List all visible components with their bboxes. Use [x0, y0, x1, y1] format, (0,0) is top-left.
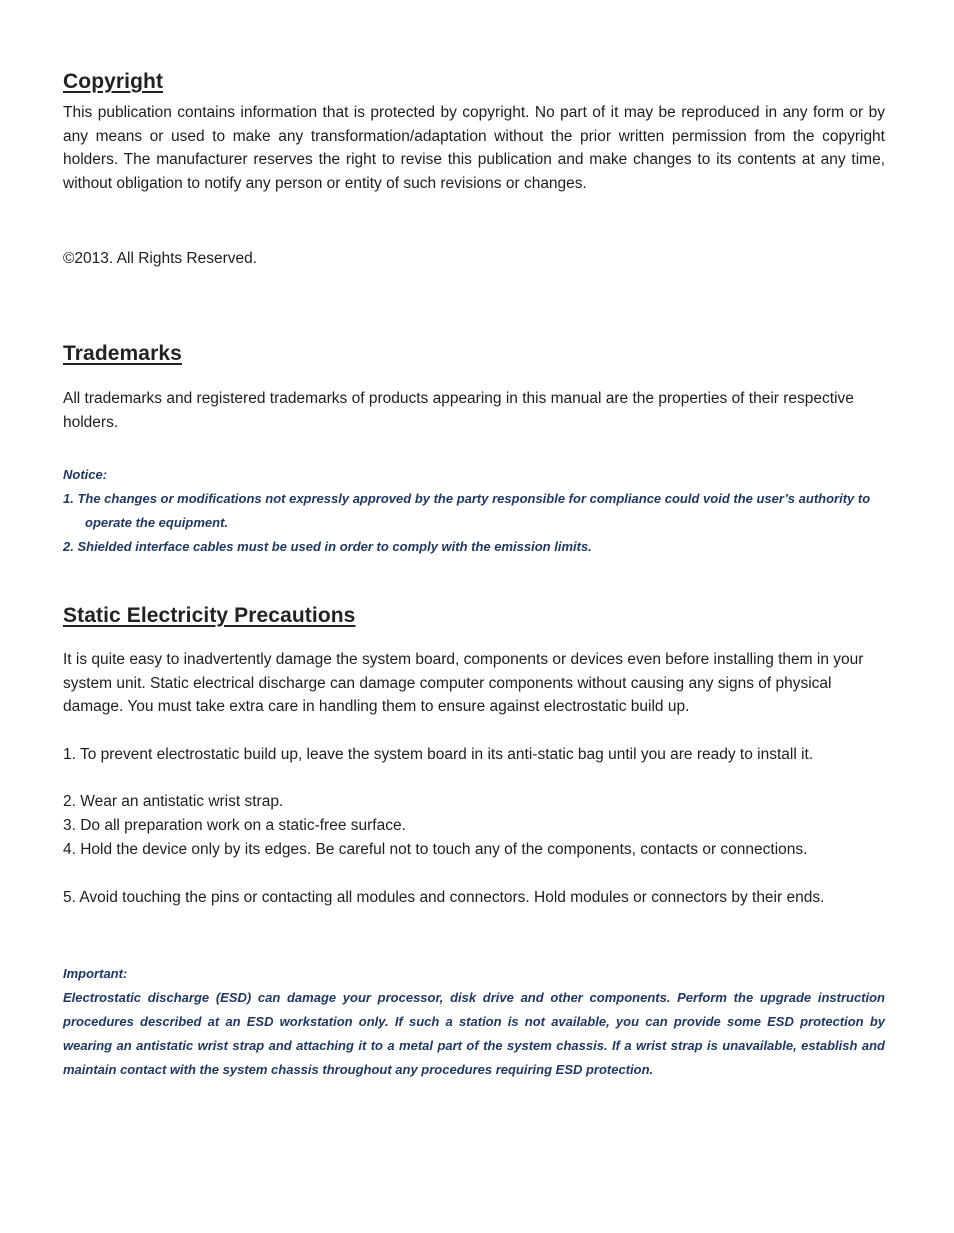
notice-block — [63, 463, 885, 559]
trademarks-heading: Trademarks — [63, 342, 182, 365]
notice-label: Notice: — [63, 467, 108, 482]
static-electricity-heading: Static Electricity Precautions — [63, 604, 356, 627]
notice-item: 2. Shielded interface cables must be used in order to comply with the emission limits. — [63, 539, 592, 554]
precaution-list-item: 4. Hold the device only by its edges. Be careful not to touch any of the components, contacts or connections. — [63, 841, 808, 858]
important-block — [63, 962, 885, 1082]
precaution-list-item: 1. To prevent electrostatic build up, leave the system board in its anti-static bag until you are ready to install it. — [63, 746, 814, 763]
copyright-paragraph: This publication contains information that is protected by copyright. No part of it may be reproduced in any form or by any means or used to make any transformation/adaptation without the prior written permission from the copyright holders. The manufacturer reserves the right to revise this publication and make changes to its contents at any time, without obligation to notify any person or entity of such revisions or changes. — [63, 104, 885, 192]
copyright-heading: Copyright — [63, 70, 164, 93]
precaution-list-item: 3. Do all preparation work on a static-free surface. — [63, 817, 406, 834]
precaution-list-item: 5. Avoid touching the pins or contacting all modules and connectors. Hold modules or connectors by their ends. — [63, 889, 825, 906]
notice-item: 1. The changes or modifications not expressly approved by the party responsible for compliance could void the user’s authority to operate the equipment. — [63, 491, 871, 530]
trademarks-paragraph: All trademarks and registered trademarks of products appearing in this manual are the properties of their respective holders. — [63, 390, 854, 431]
static-electricity-intro: It is quite easy to inadvertently damage the system board, components or devices even before installing them in your system unit. Static electrical discharge can damage computer components without causing any signs of physical damage. You must take extra care in handling them to ensure against electrostatic build up. — [63, 651, 864, 715]
important-label: Important: — [63, 966, 128, 981]
important-paragraph: Electrostatic discharge (ESD) can damage your processor, disk drive and other components. Perform the upgrade instruction procedures described at an ESD workstation only. If such a station is not available, you can provide some ESD protection by wearing an antistatic wrist strap and attaching it to a metal part of the system chassis. If a wrist strap is unavailable, establish and maintain contact with the system chassis throughout any procedures requiring ESD protection. — [63, 990, 885, 1077]
precaution-list-item: 2. Wear an antistatic wrist strap. — [63, 793, 284, 810]
copyright-notice: ©2013. All Rights Reserved. — [63, 250, 258, 267]
